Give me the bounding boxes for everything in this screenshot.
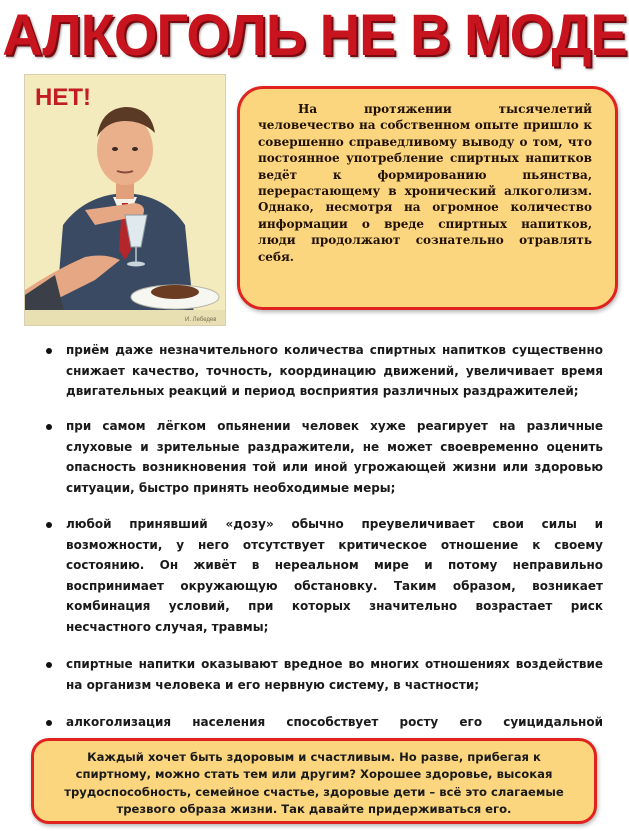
footer-text: Каждый хочет быть здоровым и счастливым. Но разве, прибегая к спиртному, можно стать тем или другим? Хорошее здоровье, высокая трудоспособность, семейное счастье, здоровые дети – всё это слагаемые трезвого образа жизни. Так давайте придерживаться его. xyxy=(64,750,564,816)
bullet-icon xyxy=(46,522,52,528)
list-item xyxy=(50,514,605,637)
intro-callout xyxy=(237,86,618,310)
list-item xyxy=(50,416,605,498)
list-item xyxy=(50,340,605,402)
list-item-text: приём даже незначительного количества спиртных напитков существенно снижает качество, точность, координацию движений, увеличивает время двигательных реакций и период восприятия различных раздражителей; xyxy=(66,343,603,398)
list-item-text: любой принявший «дозу» обычно преувеличивает свои силы и возможности, у него отсутствует критическое отношение к своему состоянию. Он живёт в нереальном мире и потому неправильно воспринимает окружающую обстановку. Таким образом, возникает комбинация условий, при которых значительно возрастает риск несчастного случая, травмы; xyxy=(66,517,603,634)
list-item xyxy=(50,654,605,695)
footer-callout xyxy=(31,738,597,824)
list-item-text: алкоголизация населения способствует росту его суицидальной xyxy=(66,715,603,729)
page-title: АЛКОГОЛЬ НЕ В МОДЕ xyxy=(2,1,627,68)
bullet-icon xyxy=(46,720,52,726)
poster-signature: И. Лебедев xyxy=(185,317,217,323)
poster-image xyxy=(24,74,226,326)
list-item-text: спиртные напитки оказывают вредное во многих отношениях воздействие на организм человека и его нервную систему, в частности; xyxy=(66,657,603,692)
poster-slogan: НЕТ! xyxy=(35,84,91,111)
bullet-icon xyxy=(46,348,52,354)
bullet-icon xyxy=(46,662,52,668)
bullet-icon xyxy=(46,424,52,430)
intro-text: На протяжении тысячелетий человечество на собственном опыте пришло к совершенно справедливому выводу о том, что постоянное употребление спиртных напитков ведёт к формированию пьянства, перерастающему в хронический алкоголизм. Однако, несмотря на огромное количество информации о вреде спиртных напитков, люди продолжают сознательно отравлять себя. xyxy=(258,102,592,264)
list-item-text: при самом лёгком опьянении человек хуже реагирует на различные слуховые и зрительные раздражители, не может своевременно оценить опасность возникновения той или иной угрожающей жизни или здоровью ситуации, быстро принять необходимые меры; xyxy=(66,419,603,495)
